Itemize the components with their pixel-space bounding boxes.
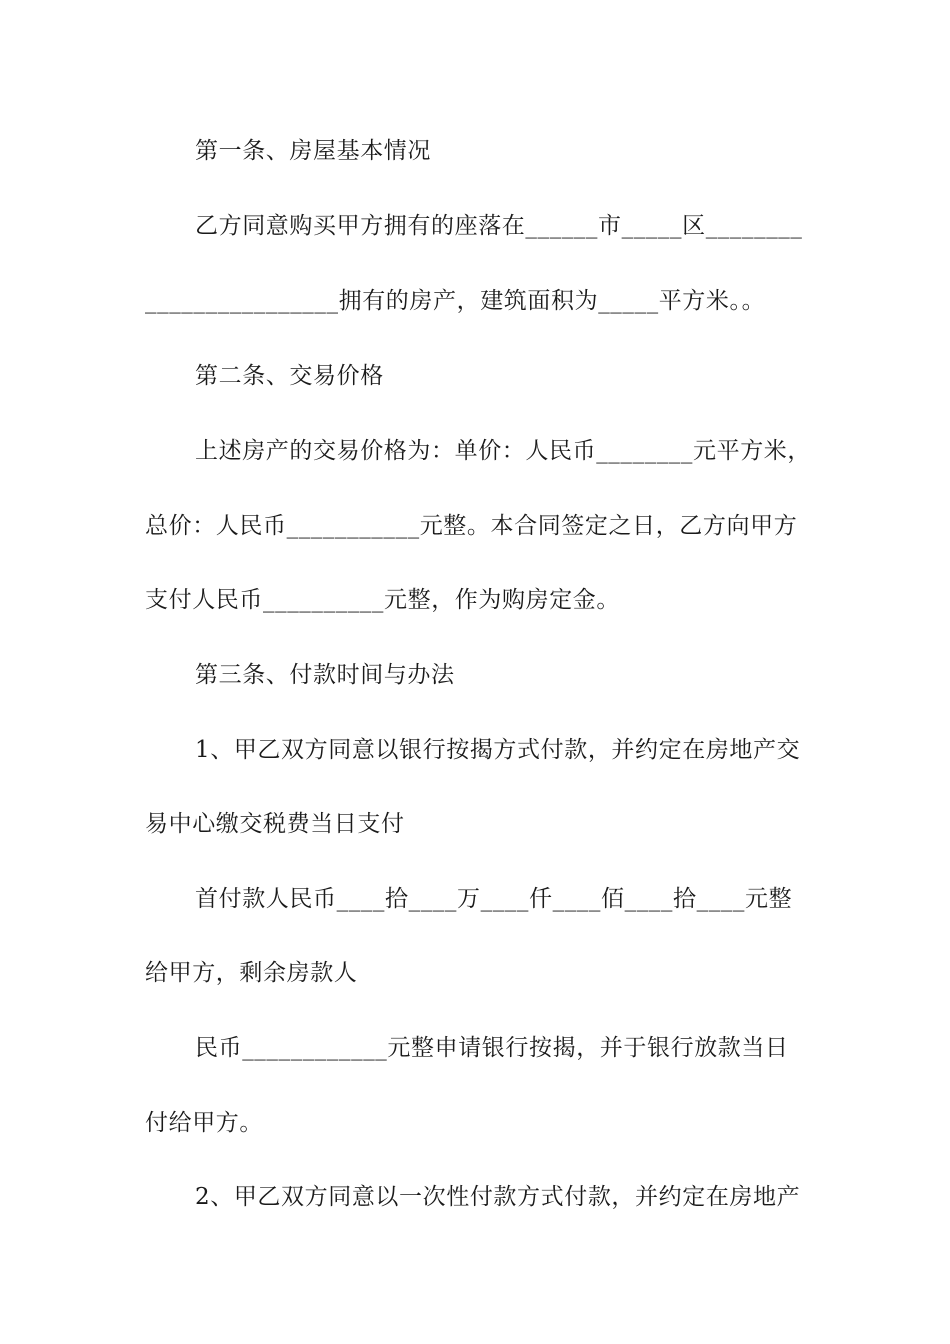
mortgage-line-1: 民币____________元整申请银行按揭，并于银行放款当日 bbox=[195, 1035, 789, 1061]
article-2-paragraph-line-1: 上述房产的交易价格为：单价：人民币________元平方米， bbox=[195, 438, 811, 464]
article-2-paragraph-line-2: 总价：人民币___________元整。本合同签定之日，乙方向甲方 bbox=[145, 513, 798, 539]
article-2-heading: 第二条、交易价格 bbox=[195, 363, 384, 389]
article-1-paragraph-line-1: 乙方同意购买甲方拥有的座落在______市_____区________ bbox=[195, 213, 803, 239]
mortgage-line-2: 付给甲方。 bbox=[145, 1110, 263, 1136]
clause-1-line-1: 1、甲乙双方同意以银行按揭方式付款，并约定在房地产交 bbox=[195, 737, 801, 763]
down-payment-line-1: 首付款人民币____拾____万____仟____佰____拾____元整 bbox=[195, 886, 793, 912]
article-1-heading: 第一条、房屋基本情况 bbox=[195, 138, 431, 164]
clause-1-line-2: 易中心缴交税费当日支付 bbox=[145, 811, 405, 837]
article-2-paragraph-line-3: 支付人民币__________元整，作为购房定金。 bbox=[145, 587, 620, 613]
clause-2-line-1: 2、甲乙双方同意以一次性付款方式付款，并约定在房地产 bbox=[195, 1184, 801, 1210]
down-payment-line-2: 给甲方，剩余房款人 bbox=[145, 960, 358, 986]
article-3-heading: 第三条、付款时间与办法 bbox=[195, 662, 455, 688]
article-1-paragraph-line-2: ________________拥有的房产，建筑面积为_____平方米。。 bbox=[145, 288, 766, 314]
